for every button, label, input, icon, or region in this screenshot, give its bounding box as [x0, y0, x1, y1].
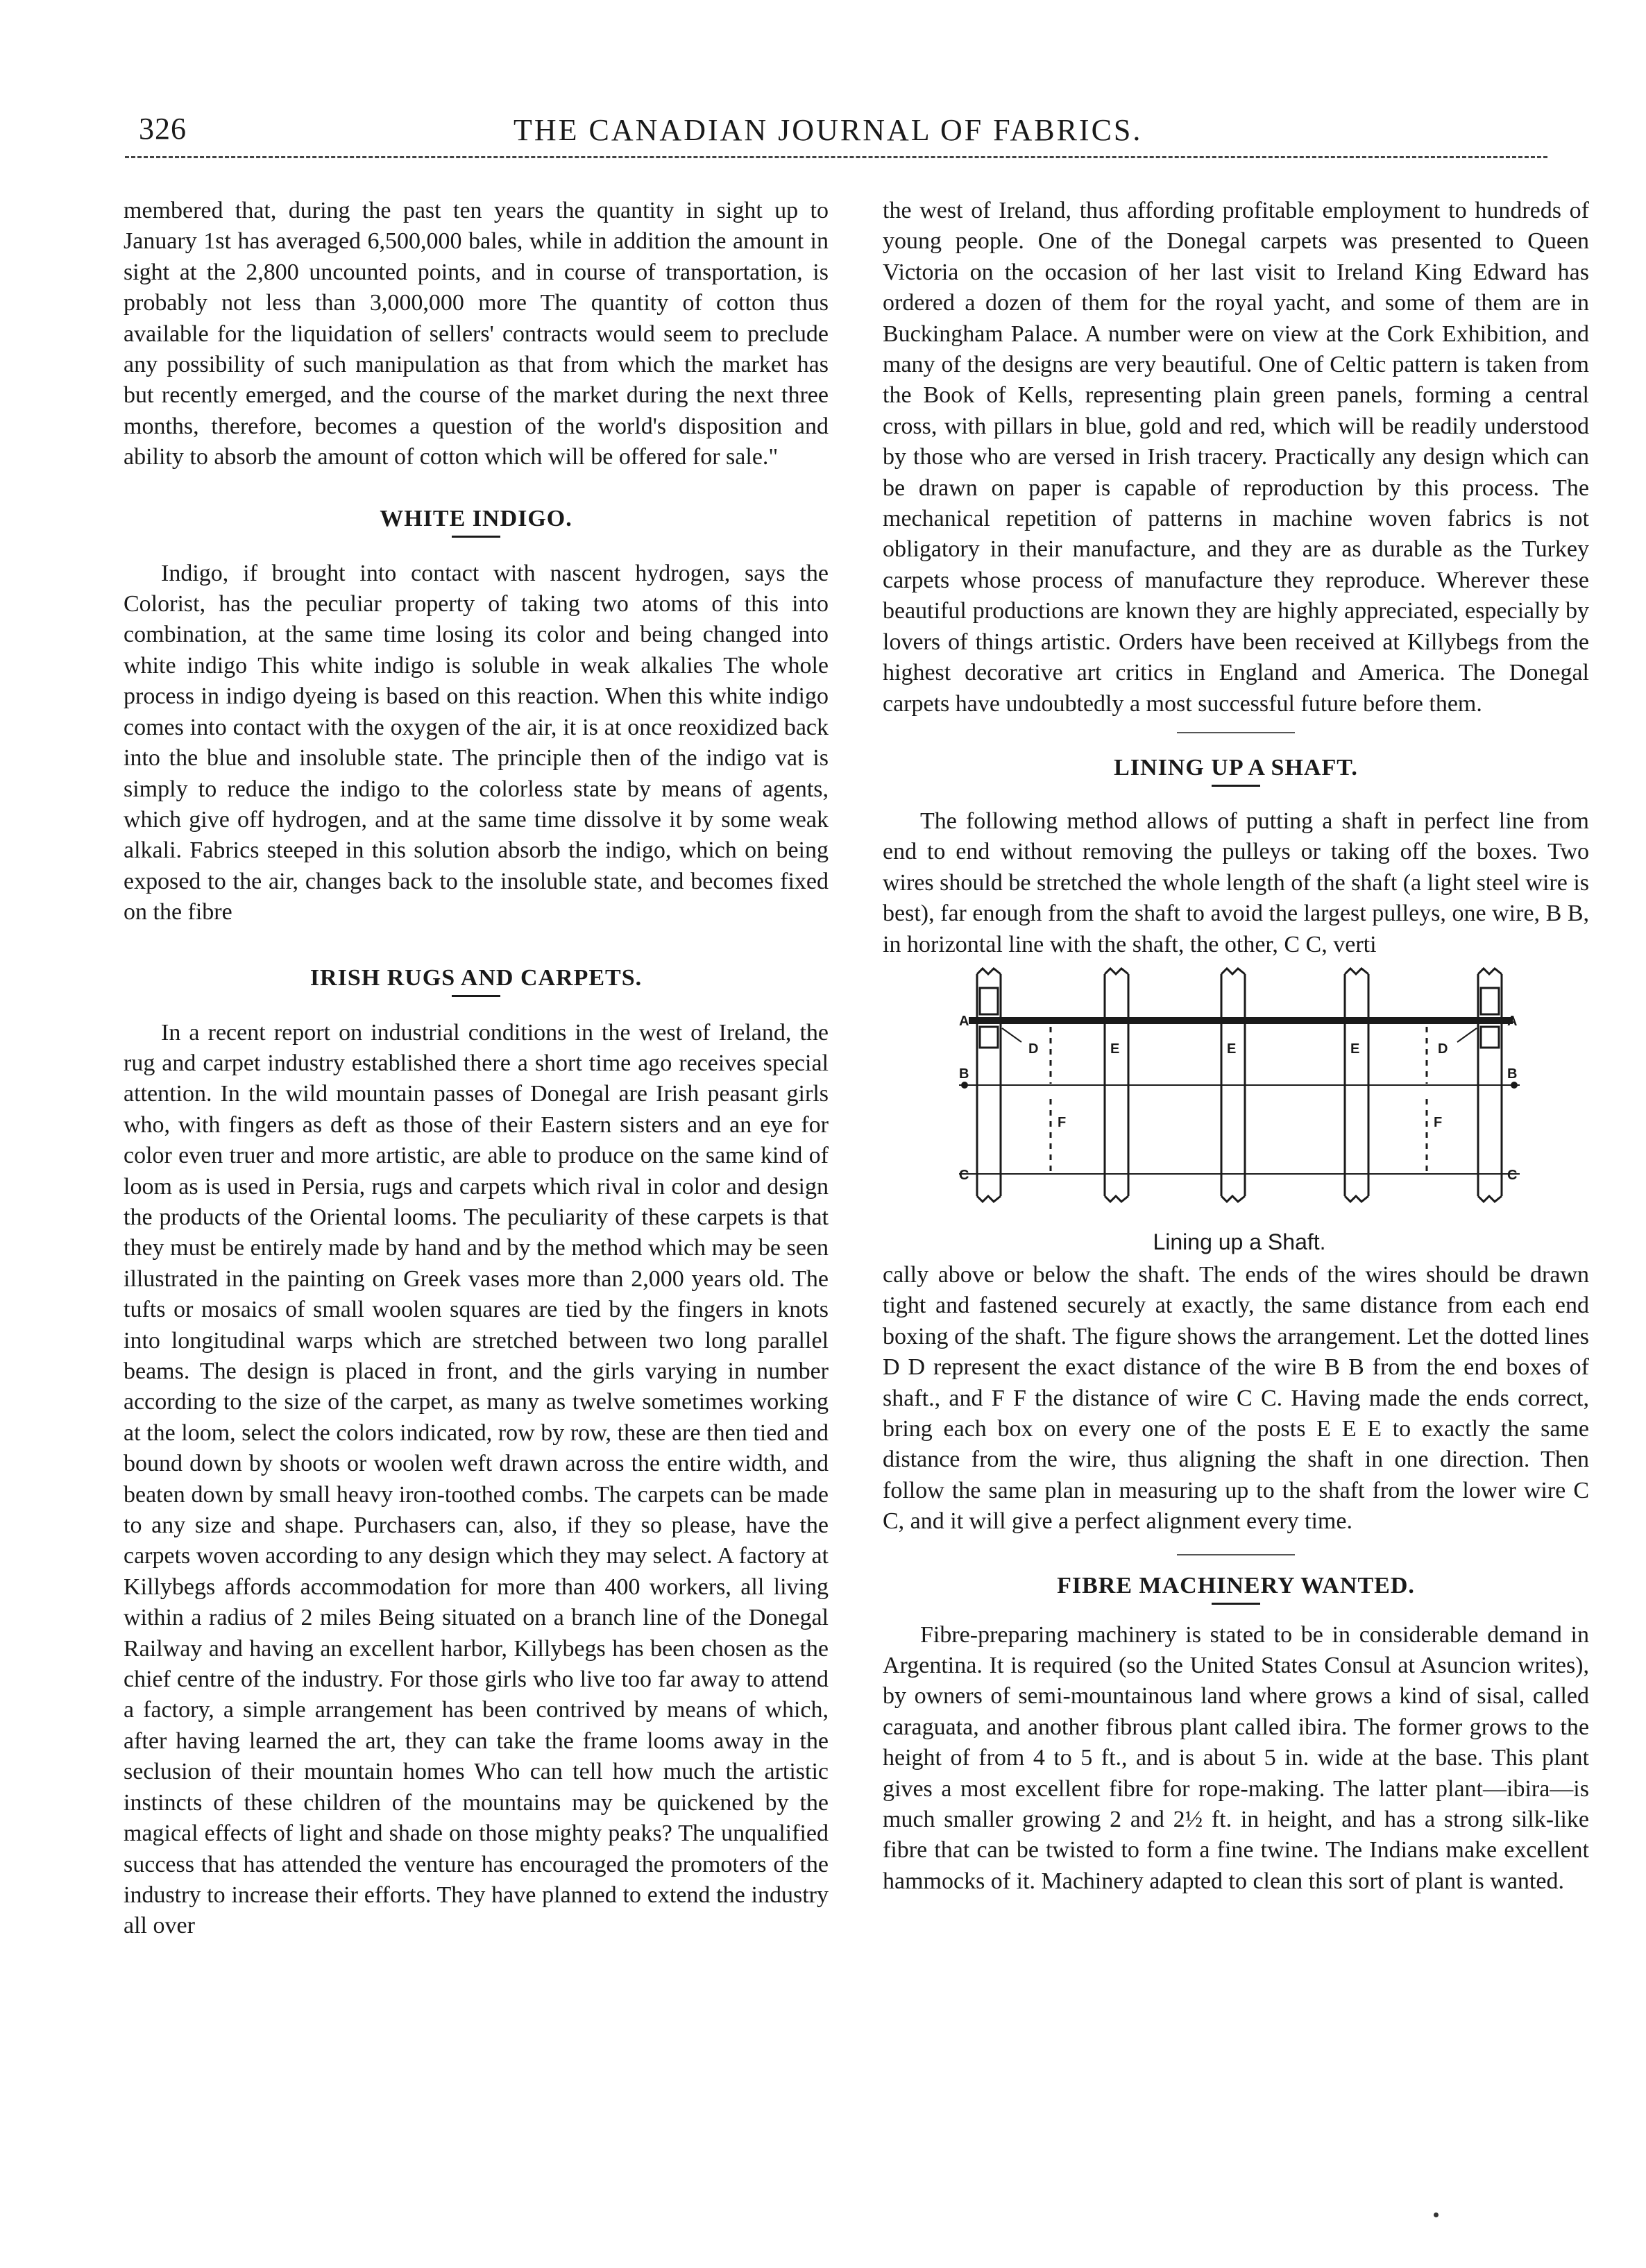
label-b-left: B: [959, 1066, 969, 1082]
label-b-right: B: [1507, 1066, 1518, 1082]
shaft: [969, 1017, 1513, 1024]
label-f-left: F: [1058, 1114, 1067, 1130]
irish-rugs-body: In a recent report on industrial conditions in the west of Ireland, the rug and carpet industry established there a short time ago receives special attention. In the wild mountain passes of Donegal are Irish peasant girls who, with fingers as deft as those of their Eastern sisters and an eye for color even truer and more artistic, are able to produce on the same kind of loom as is used in Persia, rugs and carpets which rival in color and design the products of the Oriental looms. The peculiarity of these carpets is that they must be entirely made by hand and by the method which may be seen illustrated in the painting on Greek vases more than 2,000 years old. The tufts or mosaics of small woolen squares are tied by the fingers in knots into longitudinal warps which are stretched between two long parallel beams. The design is placed in front, and the girls varying in number according to the size of the carpet, as many as twelve sometimes working at the loom, select the colors indicated, row by row, these are then tied and bound down by shoots or woolen weft drawn across the entire width, and beaten down by small heavy iron-toothed combs. The carpets can be made to any size and shape. Purchasers can, also, if they so please, have the carpets woven according to any design which they may select. A factory at Killybegs affords accommodation for more than 400 workers, all living within a radius of 2 miles Being situated on a branch line of the Donegal Railway and having an excellent harbor, Killybegs has been chosen as the chief centre of the industry. For those girls who live too far away to attend a factory, a simple arrangement has been contrived by means of which, after having learned the art, they can take the frame looms away in the seclusion of their mountain homes Who can tell how much the artistic instincts of these children of the mountains may be quickened by the magical effects of light and shade on those mighty peaks? The unqualified success that has attended the venture has encouraged the promoters of the industry to increase their efforts. They have planned to extend the industry all over: [124, 1019, 829, 1939]
end-box: [1481, 988, 1499, 1014]
white-indigo-heading: WHITE INDIGO.: [380, 505, 572, 531]
lining-up-body-before-figure: The following method allows of putting a shaft in perfect line from end to end without removing the pulleys or taking off the boxes. Two wires should be stretched the whole length of the shaft (a light steel wire is best), far enough from the shaft to avoid the largest pulleys, one wire, B B, in horizontal line with the shaft, the other, C C, verti: [883, 808, 1589, 957]
label-e-two: E: [1227, 1041, 1237, 1057]
running-head: THE CANADIAN JOURNAL OF FABRICS.: [514, 113, 1143, 147]
cotton-article-continuation: membered that, during the past ten years the quantity in sight up to January 1st has averaged 6,500,000 bales, while in addition the amount in sight at the 2,800 uncounted points, and in course of transportation, is probably not less than 3,000,000 more The quantity of cotton thus available for the liquidation of sellers' contracts would seem to preclude any possibility of such manipulation as that from which the market has but recently emerged, and the course of the market during the next three months, therefore, becomes a question of the world's disposition and ability to absorb the amount of cotton which will be offered for sale.": [124, 198, 829, 470]
lining-up-heading: LINING UP A SHAFT.: [1114, 754, 1358, 781]
label-a-right: A: [1507, 1013, 1518, 1029]
end-box: [1481, 1027, 1499, 1048]
right-column: [883, 196, 1589, 1897]
fibre-machinery-heading: FIBRE MACHINERY WANTED.: [1057, 1572, 1415, 1598]
figure-caption: Lining up a Shaft.: [1153, 1229, 1326, 1254]
label-c-left: C: [959, 1167, 969, 1183]
header-rule: [125, 156, 1547, 158]
shaft-diagram: [959, 960, 1520, 1224]
irish-rugs-heading: IRISH RUGS AND CARPETS.: [309, 964, 643, 991]
fibre-machinery-body: Fibre-preparing machinery is stated to be in considerable demand in Argentina. It is required (so the United States Consul at Asuncion writes), by owners of semi-mountainous land where grows a kind of sisal, called caraguata, and another fibrous plant called ibira. The former grows to the height of from 4 to 5 ft., and is about 5 in. wide at the base. This plant gives a most excellent fibre for rope-making. The latter plant—ibira—is much smaller growing 2 and 2½ ft. in height, and has a strong silk-like fibre that can be twisted to form a fine twine. The Indians make excellent hammocks of it. Machinery adapted to clean this sort of plant is wanted.: [883, 1621, 1589, 1894]
label-d-left: D: [1028, 1041, 1039, 1057]
end-box: [980, 988, 998, 1014]
label-c-right: C: [1507, 1167, 1518, 1183]
left-column: [124, 196, 829, 1942]
label-f-right: F: [1434, 1114, 1443, 1130]
label-e-one: E: [1110, 1041, 1120, 1057]
page-number: 326: [139, 112, 187, 146]
label-a-left: A: [959, 1013, 969, 1029]
end-box: [980, 1027, 998, 1048]
lining-up-body-after-figure: cally above or below the shaft. The ends of the wires should be drawn tight and fastened securely at exactly, the same distance from each end boxing of the shaft. The figure shows the arrangement. Let the dotted lines D D represent the exact distance of the wire B B from the end boxes of shaft., and F F the distance of wire C C. Having made the ends correct, bring each box on every one of the posts E E E to exactly the same distance from the wire, thus aligning the shaft in one direction. Then follow the same plan in measuring up to the shaft from the lower wire C C, and it will give a perfect alignment every time.: [883, 1261, 1589, 1535]
label-e-three: E: [1350, 1041, 1360, 1057]
shaft-figure: [959, 960, 1520, 1256]
irish-rugs-continuation: the west of Ireland, thus affording profitable employment to hundreds of young people. One of the Donegal carpets was presented to Queen Victoria on the occasion of her last visit to Ireland King Edward has ordered a dozen of them for the royal yacht, and some of them are in Buckingham Palace. A number were on view at the Cork Exhibition, and many of the designs are very beautiful. One of Celtic pattern is taken from the Book of Kells, representing plain green panels, forming a central cross, with pillars in blue, gold and red, which will be readily understood by those who are versed in Irish tracery. Practically any design which can be drawn on paper is capable of reproduction by this process. The mechanical repetition of patterns in machine woven fabrics is not obligatory in their manufacture, and they are as durable as the Turkey carpets whose process of manufacture they reproduce. Wherever these beautiful productions are known they are highly appreciated, especially by lovers of things artistic. Orders have been received at Killybegs from the highest decorative art critics in England and America. The Donegal carpets have undoubtedly a most successful future before them.: [883, 198, 1589, 717]
label-d-right: D: [1438, 1041, 1448, 1057]
white-indigo-body: Indigo, if brought into contact with nascent hydrogen, says the Colorist, has the peculiar property of taking two atoms of this into combination, at the same time losing its color and being changed into white indigo This white indigo is soluble in weak alkalies The whole process in indigo dyeing is based on this reaction. When this white indigo comes into contact with the oxygen of the air, it is at once reoxidized back into the blue and insoluble state. The principle then of the indigo vat is simply to reduce the indigo to the colorless state by means of agents, which give off hydrogen, and at the same time dissolve it by some weak alkali. Fabrics steeped in this solution absorb the indigo, which on being exposed to the air, changes back to the insoluble state, and becomes fixed on the fibre: [124, 560, 829, 926]
page-end-mark: [1434, 2212, 1439, 2217]
